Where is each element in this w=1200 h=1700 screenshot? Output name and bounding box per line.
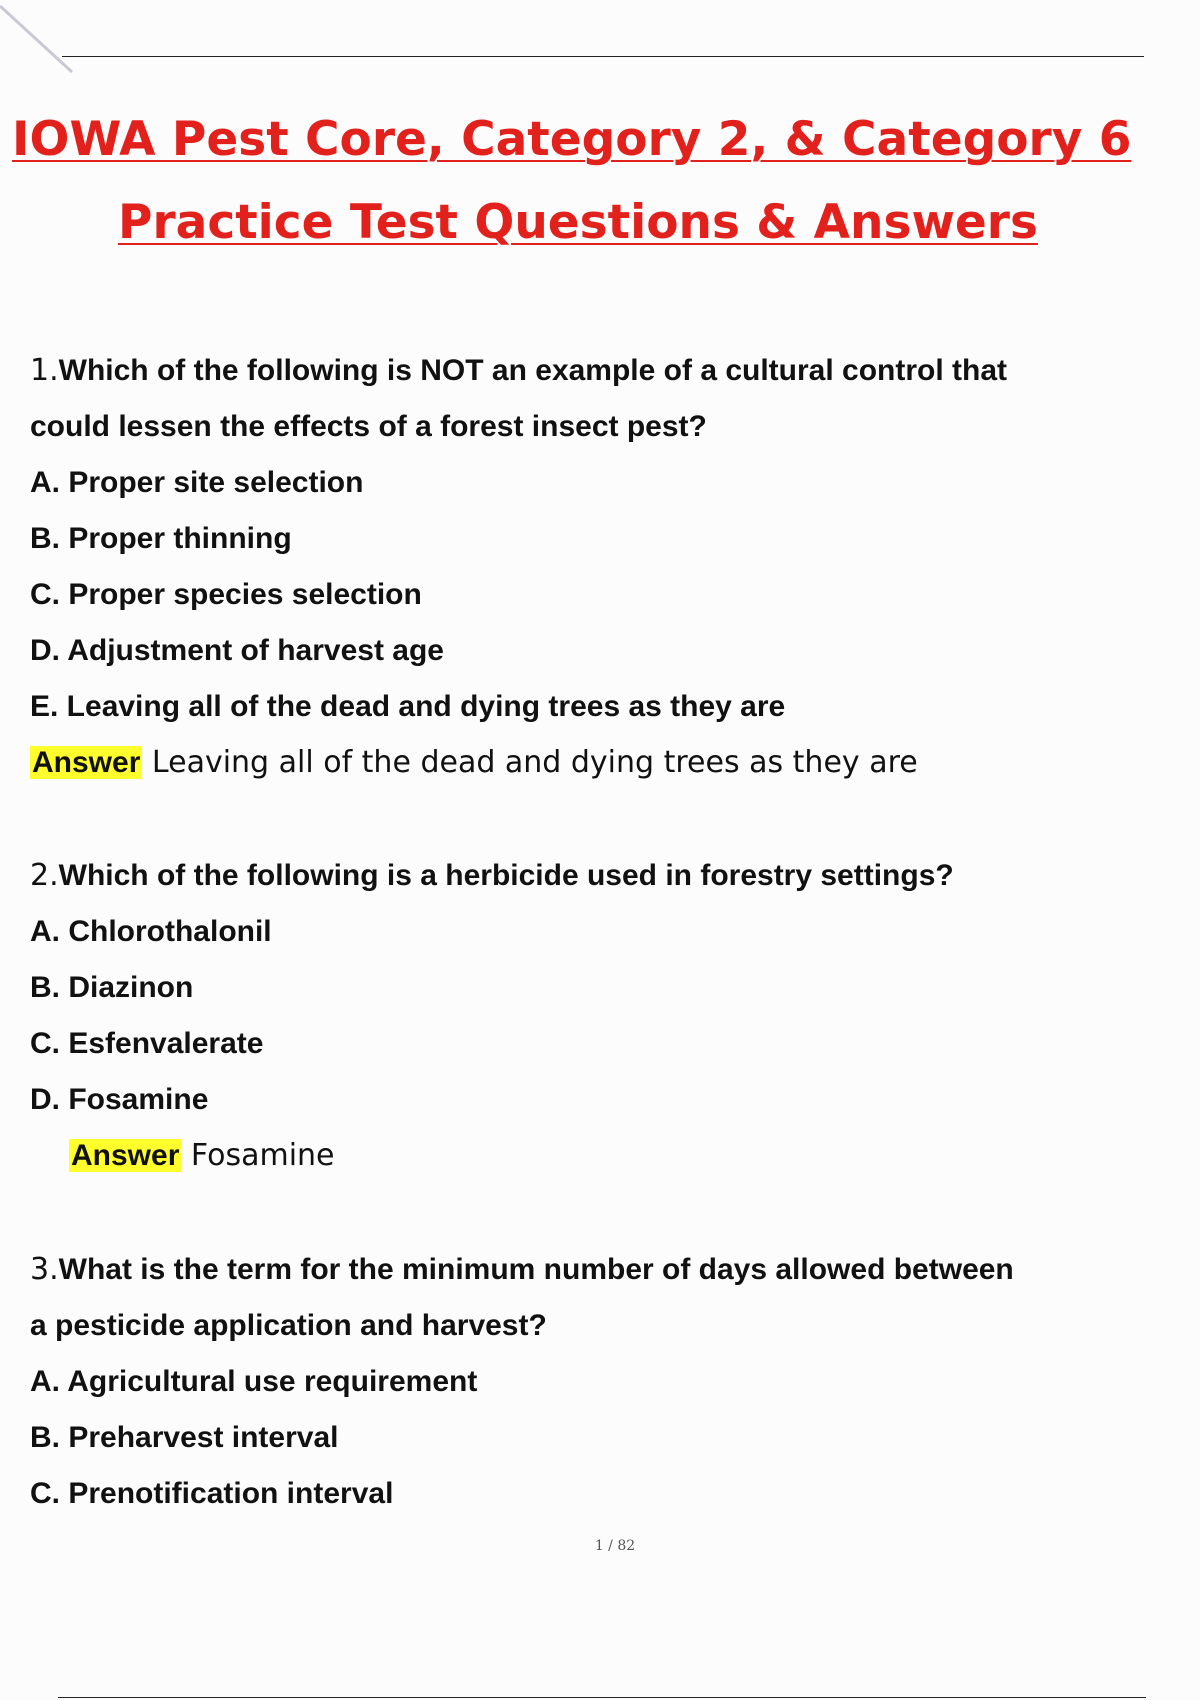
question-3-option-b: B. Preharvest interval xyxy=(30,1421,339,1454)
question-3-option-a: A. Agricultural use requirement xyxy=(30,1365,478,1398)
question-2-text-line-1 xyxy=(30,848,1150,904)
question-1-option-b: B. Proper thinning xyxy=(30,522,292,555)
question-3-text-line-1 xyxy=(30,1242,1150,1298)
question-3-option-c: C. Prenotification interval xyxy=(30,1477,394,1510)
question-3-number: 3. xyxy=(30,1252,59,1287)
question-1-text-line-2: could lessen the effects of a forest insect pest? xyxy=(30,410,707,443)
question-2-number: 2. xyxy=(30,858,59,893)
question-3 xyxy=(30,1242,1150,1522)
question-2-answer xyxy=(30,1128,1150,1184)
question-1-answer xyxy=(30,735,1150,791)
question-1 xyxy=(30,343,1150,791)
question-1-number: 1. xyxy=(30,353,59,388)
question-3-text-line-2: a pesticide application and harvest? xyxy=(30,1309,547,1342)
question-2-answer-text: Fosamine xyxy=(190,1138,335,1173)
question-2-option-c: C. Esfenvalerate xyxy=(30,1027,264,1060)
corner-fold-mark xyxy=(0,0,80,80)
question-2-option-d: D. Fosamine xyxy=(30,1083,209,1116)
question-1-answer-text: Leaving all of the dead and dying trees as they are xyxy=(151,745,918,780)
question-3-prompt: What is the term for the minimum number of days allowed between xyxy=(58,1253,1014,1286)
question-2-option-a: A. Chlorothalonil xyxy=(30,915,272,948)
question-1-option-e: E. Leaving all of the dead and dying trees as they are xyxy=(30,690,786,723)
question-1-option-d: D. Adjustment of harvest age xyxy=(30,634,444,667)
page-title-line-1: IOWA Pest Core, Category 2, & Category 6 xyxy=(12,112,1132,167)
answer-highlight-label: Answer xyxy=(71,1139,180,1172)
question-1-text-line-1 xyxy=(30,343,1150,399)
page-indicator: 1 / 82 xyxy=(594,1538,636,1554)
top-rule xyxy=(62,56,1144,57)
question-2-prompt: Which of the following is a herbicide used in forestry settings? xyxy=(58,859,954,892)
page-title-line-2: Practice Test Questions & Answers xyxy=(118,195,1038,250)
question-1-option-a: A. Proper site selection xyxy=(30,466,364,499)
bottom-rule xyxy=(58,1697,1146,1698)
question-2-option-b: B. Diazinon xyxy=(30,971,194,1004)
question-1-prompt: Which of the following is NOT an example of a cultural control that xyxy=(58,354,1008,387)
question-1-option-c: C. Proper species selection xyxy=(30,578,422,611)
answer-highlight-label: Answer xyxy=(32,746,141,779)
question-2 xyxy=(30,848,1150,1184)
